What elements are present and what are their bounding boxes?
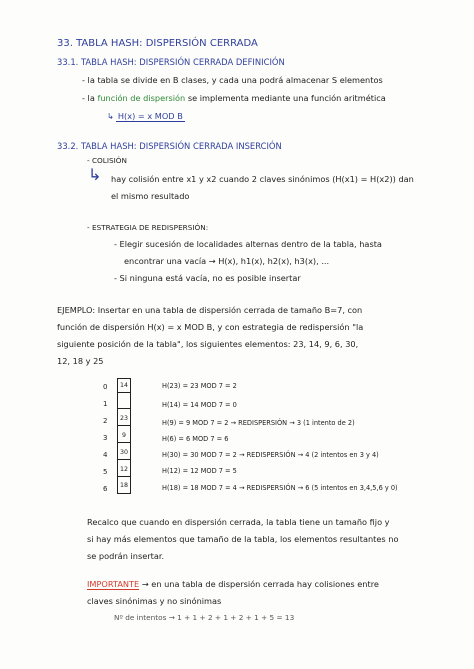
collision-line-1: hay colisión entre x1 y x2 cuando 2 claves sinónimos (H(x1) = H(x2)) dan	[111, 174, 414, 184]
example-line-4: 12, 18 y 25	[57, 356, 104, 366]
example-line-2: función de dispersión H(x) = x MOD B, y con estrategia de redispersión "la	[57, 322, 364, 332]
example-line-3: siguiente posición de la tabla", los siguientes elementos: 23, 14, 9, 6, 30,	[57, 339, 359, 349]
important-line-2: claves sinónimas y no sinónimas	[87, 596, 222, 606]
table-box	[117, 378, 131, 494]
strategy-line-2: encontrar una vacía → H(x), h1(x), h2(x), h3(x), ...	[124, 256, 330, 266]
definition-line-1: - la tabla se divide en B clases, y cada una podrá almacenar S elementos	[82, 75, 383, 85]
arrow-icon: ↳	[107, 111, 114, 121]
table-cell-value: 14	[119, 382, 128, 389]
calc-line: H(12) = 12 MOD 7 = 5	[162, 467, 237, 475]
brace-icon: ↳	[88, 165, 102, 184]
calc-line: H(18) = 18 MOD 7 = 4 → REDISPERSIÓN → 6 (5 intentos en 3,4,5,6 y 0)	[162, 484, 398, 492]
subsection-title-definition: 33.1. TABLA HASH: DISPERSIÓN CERRADA DEFINICIÓN	[57, 57, 285, 67]
table-cell-value: 12	[119, 466, 128, 473]
subsection-title-insertion: 33.2. TABLA HASH: DISPERSIÓN CERRADA INSERCIÓN	[57, 141, 282, 151]
table-index: 4	[103, 451, 108, 459]
collision-line-2: el mismo resultado	[111, 191, 190, 201]
definition-line-2	[82, 94, 386, 102]
table-cell-value: 30	[119, 449, 128, 456]
hash-formula	[107, 112, 185, 120]
important-label: IMPORTANTE	[87, 579, 140, 589]
table-index: 2	[103, 417, 108, 425]
conclusion-line-1: Recalco que cuando en dispersión cerrada, la tabla tiene un tamaño fijo y	[87, 517, 390, 527]
strategy-line-1: - Elegir sucesión de localidades alternas dentro de la tabla, hasta	[114, 239, 382, 249]
page-title: 33. TABLA HASH: DISPERSIÓN CERRADA	[57, 38, 258, 49]
collision-label: - COLISIÓN	[87, 156, 127, 165]
definition-text-c: se implementa mediante una función aritmética	[185, 93, 386, 103]
table-cell	[118, 446, 130, 460]
calc-line: H(30) = 30 MOD 7 = 2 → REDISPERSIÓN → 4 (2 intentos en 3 y 4)	[162, 451, 379, 459]
table-index: 6	[103, 485, 108, 493]
calc-line: H(6) = 6 MOD 7 = 6	[162, 435, 229, 443]
table-cell	[118, 412, 130, 426]
example-line-1: EJEMPLO: Insertar en una tabla de dispersión cerrada de tamaño B=7, con	[57, 305, 363, 315]
conclusion-line-3: se podrán insertar.	[87, 551, 165, 561]
table-cell-value: 9	[121, 432, 126, 439]
table-cell	[118, 479, 130, 493]
table-cell	[118, 395, 130, 409]
table-cell-value: 23	[119, 415, 128, 422]
calc-line: H(9) = 9 MOD 7 = 2 → REDISPERSIÓN → 3 (1 intento de 2)	[162, 419, 355, 427]
definition-text-a: - la	[82, 93, 98, 103]
hash-formula-text: H(x) = x MOD B	[117, 111, 183, 121]
table-cell-value: 18	[119, 482, 128, 489]
strategy-label: - ESTRATEGIA DE REDISPERSIÓN:	[87, 223, 209, 232]
calc-line: H(14) = 14 MOD 7 = 0	[162, 401, 237, 409]
strategy-line-3: - Si ninguna está vacía, no es posible insertar	[114, 273, 301, 283]
table-cell	[118, 429, 130, 443]
important-text: → en una tabla de dispersión cerrada hay colisiones entre	[139, 579, 379, 589]
table-cell	[118, 379, 130, 393]
conclusion-line-2: si hay más elementos que tamaño de la tabla, los elementos resultantes no	[87, 534, 399, 544]
table-index: 1	[103, 400, 108, 408]
table-index: 5	[103, 468, 108, 476]
calc-line: H(23) = 23 MOD 7 = 2	[162, 382, 237, 390]
important-note	[87, 580, 379, 588]
attempts-count: Nº de intentos → 1 + 1 + 2 + 1 + 2 + 1 + 5 = 13	[114, 613, 295, 622]
table-index: 0	[103, 383, 108, 391]
table-cell	[118, 463, 130, 477]
table-index: 3	[103, 434, 108, 442]
dispersion-function-highlight: función de dispersión	[97, 93, 186, 103]
